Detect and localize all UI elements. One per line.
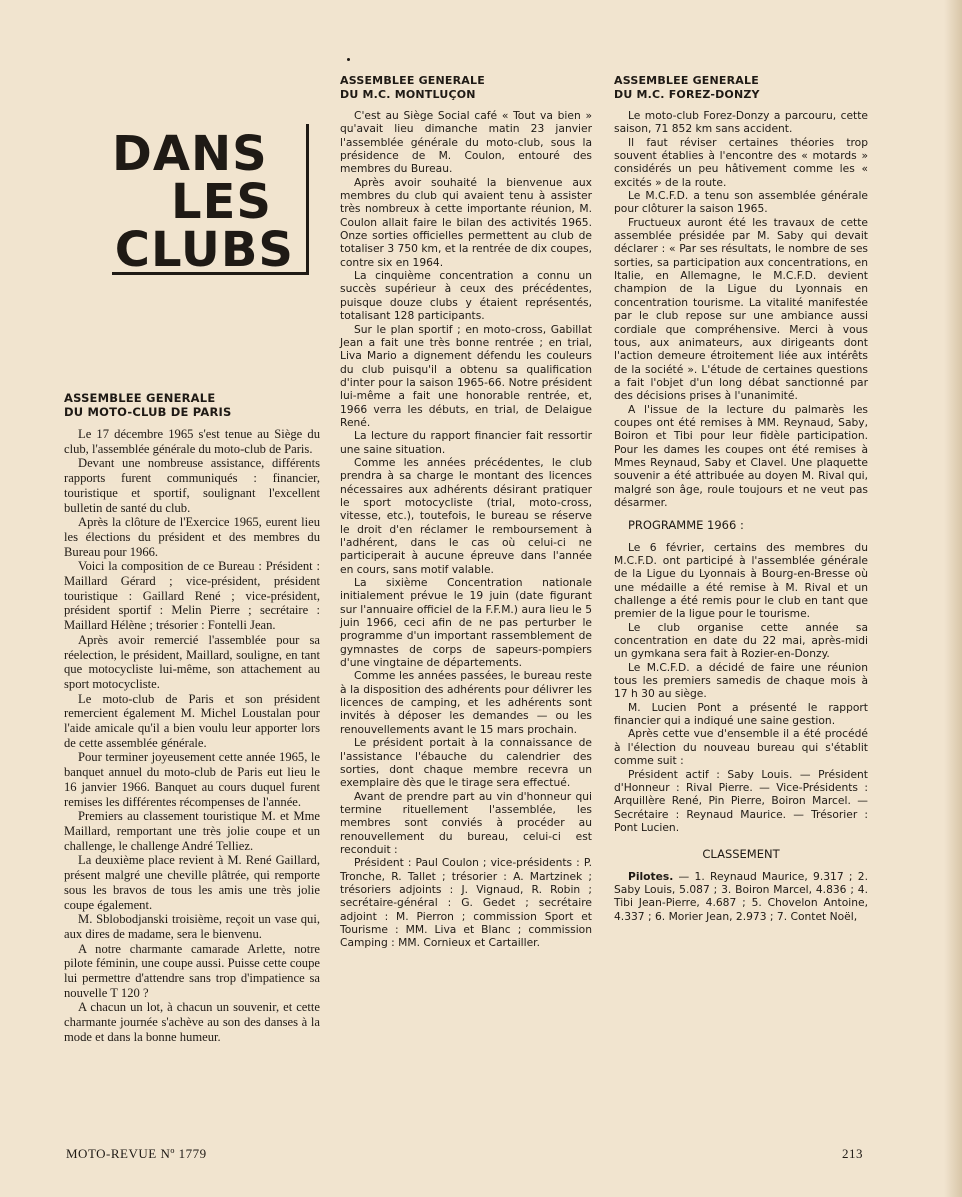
paragraph: Après cette vue d'ensemble il a été procédé à l'élection du nouveau bureau qui s'établit comme suit : [614,727,868,768]
paragraph: Le 6 février, certains des membres du M.C.F.D. ont participé à l'assemblée générale de la Ligue du Lyonnais à Bourg-en-Bresse où une médaille a été remise à M. Rival et un challenge a été remis pour le club en tant que premier de la ligue pour le tourisme. [614,540,868,621]
paragraph: Le moto-club Forez-Donzy a parcouru, cette saison, 71 852 km sans accident. [614,109,868,136]
programme-heading: PROGRAMME 1966 : [628,518,744,533]
paragraph: Pour terminer joyeusement cette année 1965, le banquet annuel du moto-club de Paris eut lieu le 16 janvier 1966. Banquet au cours duquel furent remises les différentes récompenses de l'année. [64,750,320,809]
title-line-1: DANS [112,126,268,182]
page-edge-shadow [944,0,962,1197]
classement-paragraph [614,870,868,923]
heading-line-2: DU M.C. MONTLUÇON [340,87,476,101]
heading-line-1: ASSEMBLEE GENERALE [340,74,485,87]
paragraph: Le président portait à la connaissance de l'assistance l'ébauche du calendrier des sorties, dont chaque membre recevra un exemplaire dès que le tirage sera effectué. [340,736,592,790]
paragraph: Avant de prendre part au vin d'honneur qui termine rituellement l'assemblée, les membres sont conviés à procéder au renouvellement du bureau, celui-ci est reconduit : [340,789,592,856]
paragraph: Fructueux auront été les travaux de cette assemblée présidée par M. Saby qui devait déclarer : « Par ses résultats, le nombre de ses sorties, sa participation aux concentrations, en Italie, en Allemagne, le M.C.F.D. devient champion de la Ligue du Lyonnais en concentration tourisme. La vitalité manifestée par le club repose sur une ambiance aussi cordiale que compréhensive. Merci à vous tous, aux animateurs, aux dirigeants dont l'action demeure étroitement liée aux intérêts de la société ». L'étude de certaines questions a fait l'objet d'un long débat sanctionné par des décisions prises à l'unanimité. [614,215,868,403]
paragraph: C'est au Siège Social café « Tout va bien » qu'avait lieu dimanche matin 23 janvier l'assemblée générale du moto-club, sous la présidence de M. Coulon, entouré des membres du Bureau. [340,109,592,176]
article-montlucon [340,74,592,950]
article-forez-donzy [614,74,868,923]
paragraph: Premiers au classement touristique M. et Mme Maillard, remportant une très jolie coupe et un challenge, le challenge André Telliez. [64,809,320,853]
paragraph: A notre charmante camarade Arlette, notre pilote féminin, une coupe aussi. Puisse cette coupe lui permettre d'attendre sans trop d'impatience sa nouvelle T 120 ? [64,941,320,1000]
paragraph: M. Lucien Pont a présenté le rapport financier qui a indiqué une saine gestion. [614,700,868,728]
ink-dot [347,58,350,61]
article-forez-heading [614,74,868,101]
paragraph: La deuxième place revient à M. René Gaillard, présent malgré une cheville plâtrée, qui remporte sous les bravos de tous les amis une très jolie coupe également. [64,853,320,912]
paragraph: Sur le plan sportif ; en moto-cross, Gabillat Jean a fait une très bonne rentrée ; en trial, Liva Mario a dignement défendu les couleurs du club puisqu'il a obtenu sa qualification d'inter pour la saison 1965-66. Notre président lui-même a fait une honorable rentrée, et, 1966 verra les débuts, en trial, de Delaigue René. [340,322,592,429]
footer-magazine: MOTO-REVUE Nº 1779 [66,1146,207,1161]
heading-line-2: DU M.C. FOREZ-DONZY [614,87,760,101]
title-line-2: LES [171,174,272,230]
heading-line-1: ASSEMBLEE GENERALE [64,391,216,405]
paragraph: Comme les années précédentes, le club prendra à sa charge le montant des licences nécessaires aux adhérents désirant pratiquer le sport motocycliste (trial, moto-cross, vitesse, etc.), toutefois, le bureau se réserve le droit d'en réclamer le remboursement à l'adhérent, dans le cas où celui-ci ne participerait à aucune épreuve dans l'année en cours, sans motif valable. [340,455,592,576]
paragraph: Le club organise cette année sa concentration en date du 22 mai, après-midi un gymkana sera fait à Rozier-en-Donzy. [614,620,868,661]
paragraph: Voici la composition de ce Bureau : Président : Maillard Gérard ; vice-président, président touristique : Gaillard René ; vice-président, président sportif : Melin Pierre ; secrétaire : Maillard Hélène ; trésorier : Fontelli Jean. [64,559,320,633]
heading-line-2: DU MOTO-CLUB DE PARIS [64,404,232,419]
paragraph: Il faut réviser certaines théories trop souvent établies à l'encontre des « motards » considérés un peu hâtivement comme les « excités » de la route. [614,135,868,189]
paragraph: A chacun un lot, à chacun un souvenir, et cette charmante journée s'achève au son des danses à la mode et dans la bonne humeur. [64,1000,320,1044]
paragraph: Devant une nombreuse assistance, différents rapports furent communiqués : financier, touristique et sportif, soulignant l'excellent bulletin de santé du club. [64,456,320,515]
classement-heading: CLASSEMENT [702,847,780,862]
paragraph: Le M.C.F.D. a tenu son assemblée générale pour clôturer la saison 1965. [614,189,868,216]
paragraph: Après la clôture de l'Exercice 1965, eurent lieu les élections du président et des membres du Bureau pour 1966. [64,515,320,559]
article-paris [64,392,320,1045]
paragraph: Le moto-club de Paris et son président remercient également M. Michel Loustalan pour l'aide amicale qu'il a bien voulu leur apporter lors de cette assemblée générale. [64,691,320,750]
title-line-3: CLUBS [114,222,294,278]
paragraph: Le 17 décembre 1965 s'est tenue au Siège du club, l'assemblée générale du moto-club de Paris. [64,427,320,456]
paragraph: M. Sblobodjanski troisième, reçoit un vase qui, aux dires de madame, sera le bienvenu. [64,912,320,941]
article-montlucon-heading [340,74,592,101]
paragraph: Après avoir remercié l'assemblée pour sa réelection, le président, Maillard, souligne, en tant que motocycliste lui-même, son attachement au sport motocycliste. [64,632,320,691]
heading-line-1: ASSEMBLEE GENERALE [614,74,759,87]
paragraph: Président actif : Saby Louis. — Président d'Honneur : Rival Pierre. — Vice-Présidents : Arquillère René, Pin Pierre, Boiron Marcel. — Secrétaire : Reynaud Maurice. — Trésorier : Pont Lucien. [614,767,868,834]
paragraph: A l'issue de la lecture du palmarès les coupes ont été remises à MM. Reynaud, Saby, Boiron et Tibi pour leur fidèle participation. Pour les dames les coupes ont été remises à Mmes Reynaud, Saby et Clavel. Une plaquette souvenir a été attribuée au doyen M. Rival qui, malgré son âge, roule toujours et ne veut pas désarmer. [614,402,868,509]
paragraph: La sixième Concentration nationale initialement prévue le 19 juin (date figurant sur l'annuaire officiel de la F.F.M.) aura lieu le 5 juin 1966, ceci afin de ne pas perturber le programme d'un important rassemblement de gymnastes de corps de sapeurs-pompiers d'une vingtaine de départements. [340,576,592,670]
footer-page-number: 213 [842,1146,863,1161]
article-paris-heading [64,392,320,419]
paragraph: Le M.C.F.D. a décidé de faire une réunion tous les premiers samedis de chaque mois à 17 h 30 au siège. [614,660,868,701]
paragraph: Comme les années passées, le bureau reste à la disposition des adhérents pour délivrer les licences de camping, et les adhérents sont invités à déposer les demandes — ou les renouvellements avant le 15 mars prochain. [340,669,592,736]
paragraph: Après avoir souhaité la bienvenue aux membres du club qui avaient tenu à assister très nombreux à cette importante réunion, M. Coulon allait faire le bilan des activités 1965. Onze sorties officielles permettent au club de totaliser 3 750 km, et la rentrée de dix coupes, contre six en 1964. [340,175,592,269]
classement-label: Pilotes. [628,869,674,883]
classement-text: — 1. Reynaud Maurice, 9.317 ; 2. Saby Louis, 5.087 ; 3. Boiron Marcel, 4.836 ; 4. Tibi Jean-Pierre, 4.687 ; 5. Chovelon Antoine, 4.337 ; 6. Morier Jean, 2.973 ; 7. Contet Noël, [614,869,868,923]
paragraph: La cinquième concentration a connu un succès supérieur à ceux des précédentes, puisque douze clubs y étaient représentés, totalisant 128 participants. [340,269,592,323]
section-title-block [112,124,309,278]
paragraph: La lecture du rapport financier fait ressortir une saine situation. [340,429,592,456]
paragraph: Président : Paul Coulon ; vice-présidents : P. Tronche, R. Tallet ; trésorier : A. Martzinek ; trésoriers adjoints : J. Vignaud, R. Robin ; secrétaire-général : G. Gedet ; secrétaire adjoint : M. Pierron ; commission Sport et Tourisme : MM. Liva et Blanc ; commission Camping : MM. Cornieux et Cartailler. [340,856,592,950]
